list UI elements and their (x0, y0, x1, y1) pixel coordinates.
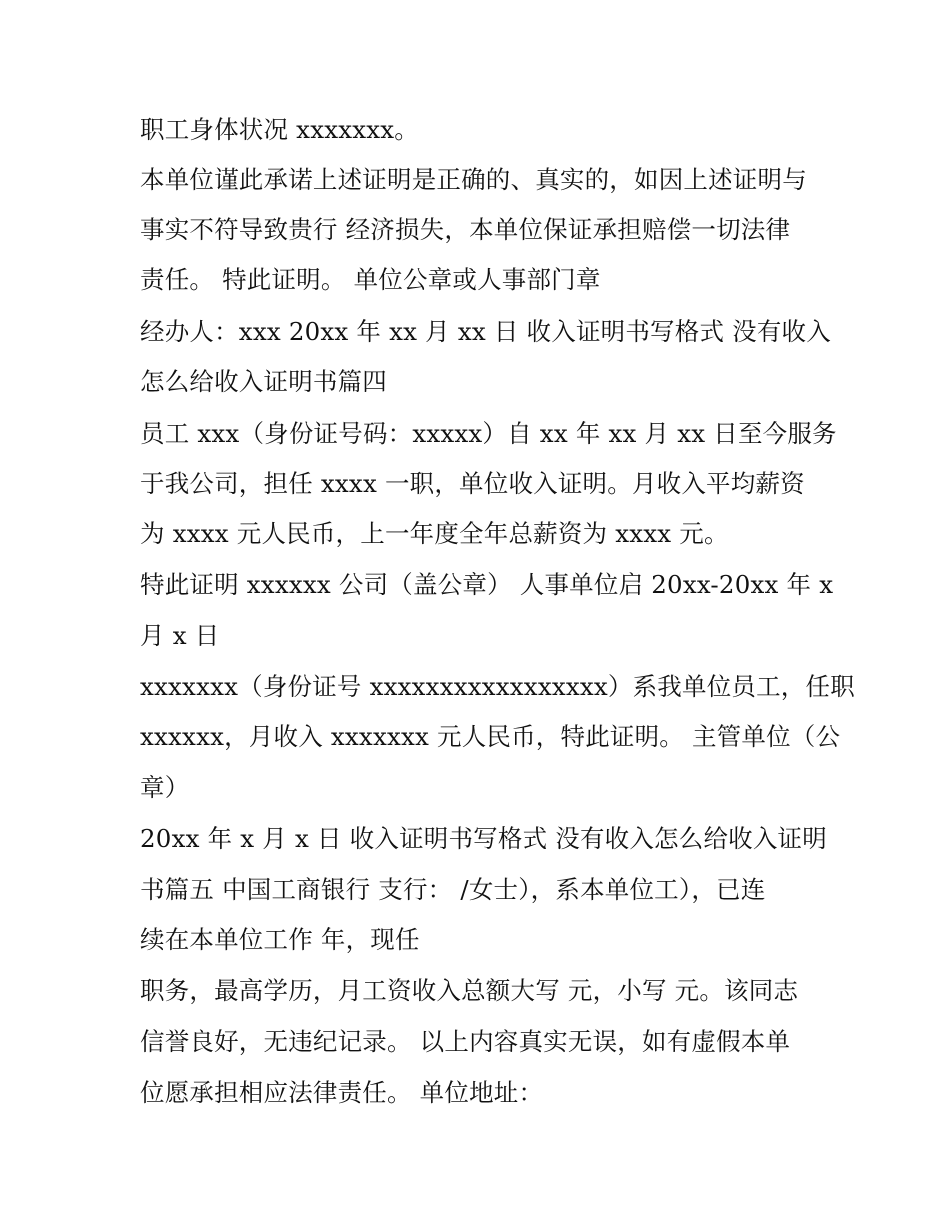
text-line: 员工 xxx（身份证号码：xxxxx）自 xx 年 xx 月 xx 日至今服务 (140, 419, 837, 448)
text-line: 月 x 日 (140, 621, 220, 650)
text-line: 职工身体状况 xxxxxxx。 (140, 115, 420, 144)
text-line: 章） (140, 773, 190, 802)
text-line: 怎么给收入证明书篇四 (140, 367, 387, 396)
text-line: 于我公司，担任 xxxx 一职，单位收入证明。月收入平均薪资 (140, 469, 805, 498)
text-line: 职务，最高学历，月工资收入总额大写 元，小写 元。该同志 (140, 976, 799, 1005)
text-line: 事实不符导致贵行 经济损失，本单位保证承担赔偿一切法律 (140, 215, 791, 244)
text-line: 本单位谨此承诺上述证明是正确的、真实的，如因上述证明与 (140, 165, 807, 194)
text-line: 经办人：xxx 20xx 年 xx 月 xx 日 收入证明书写格式 没有收入 (140, 317, 831, 346)
text-line: 位愿承担相应法律责任。 单位地址： (140, 1078, 544, 1107)
text-line: 书篇五 中国工商银行 支行： /女士），系本单位工），已连 (140, 875, 766, 904)
text-line: xxxxxx，月收入 xxxxxxx 元人民币，特此证明。 主管单位（公 (140, 722, 841, 751)
text-line: 为 xxxx 元人民币，上一年度全年总薪资为 xxxx 元。 (140, 519, 729, 548)
text-line: xxxxxxx（身份证号 xxxxxxxxxxxxxxxxx）系我单位员工，任职 (140, 672, 855, 701)
text-line: 20xx 年 x 月 x 日 收入证明书写格式 没有收入怎么给收入证明 (140, 824, 827, 853)
text-line: 续在本单位工作 年，现任 (140, 925, 420, 954)
text-line: 特此证明 xxxxxx 公司（盖公章） 人事单位启 20xx-20xx 年 x (140, 570, 834, 599)
text-line: 信誉良好，无违纪记录。 以上内容真实无误，如有虚假本单 (140, 1027, 791, 1056)
text-line: 责任。 特此证明。 单位公章或人事部门章 (140, 265, 601, 294)
